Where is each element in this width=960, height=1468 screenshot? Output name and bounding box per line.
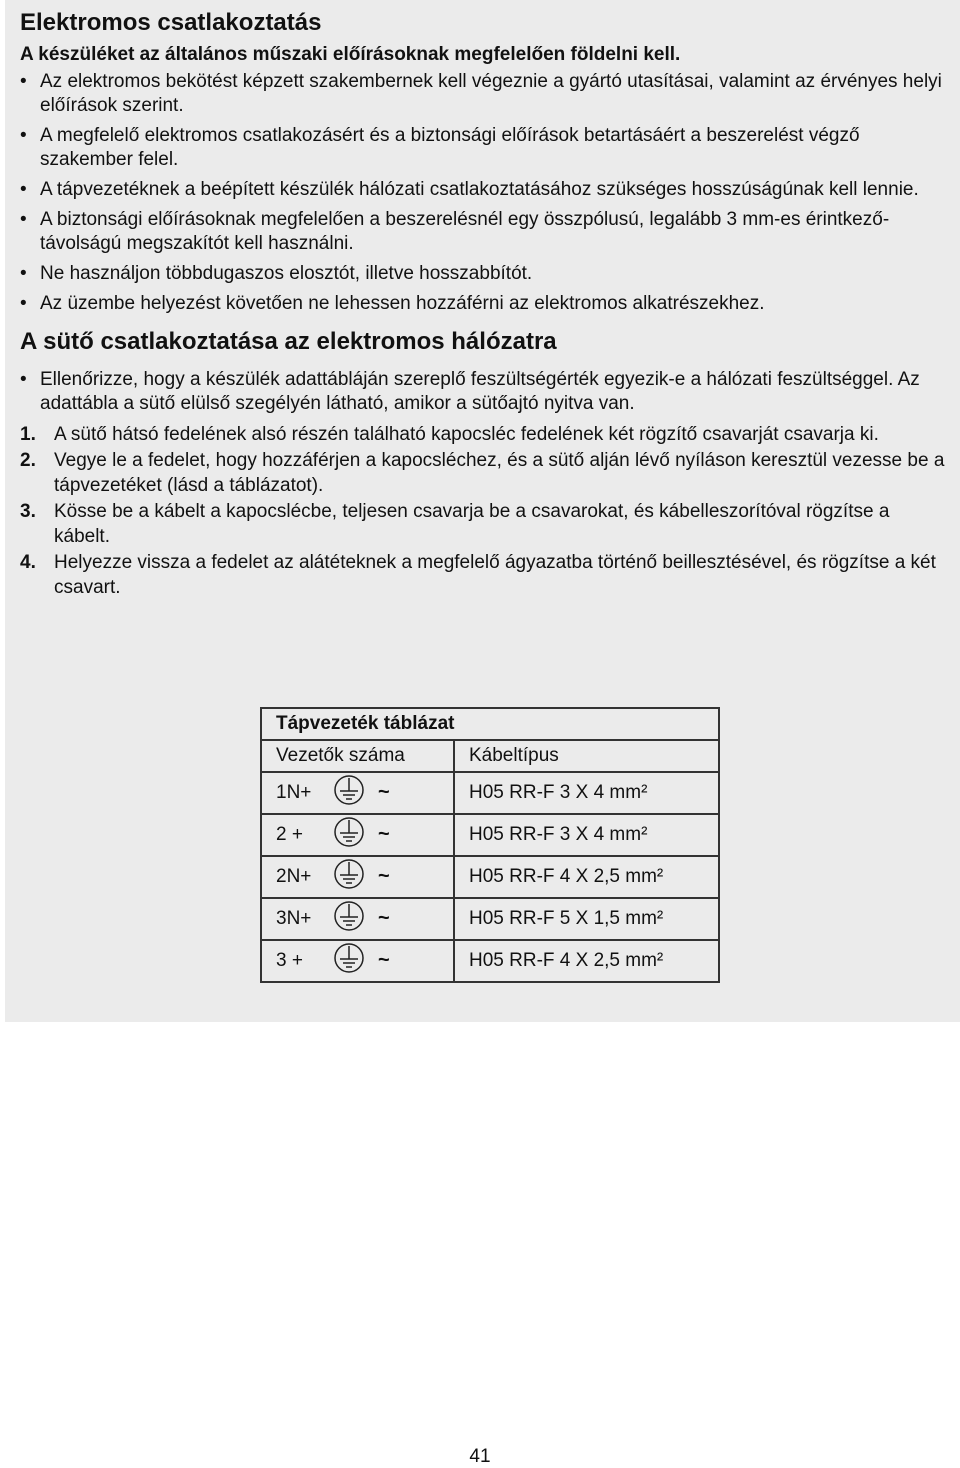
ac-symbol: ~ bbox=[378, 781, 390, 804]
table-title: Tápvezeték táblázat bbox=[261, 708, 719, 740]
ground-icon bbox=[334, 816, 364, 854]
step-item bbox=[20, 499, 945, 549]
cable-table bbox=[260, 707, 720, 983]
conductors-cell bbox=[261, 772, 454, 814]
ac-symbol: ~ bbox=[378, 907, 390, 930]
section-title: A sütő csatlakoztatása az elektromos hálózatra bbox=[20, 328, 557, 355]
list-item: • Az üzembe helyezést követően ne lehessen hozzáférni az elektromos alkatrészekhez. bbox=[20, 292, 945, 316]
conductors-label: 2 + bbox=[276, 824, 303, 846]
conductors-label: 3 + bbox=[276, 950, 303, 972]
conductors-label: 2N+ bbox=[276, 866, 312, 888]
ac-symbol: ~ bbox=[378, 823, 390, 846]
step-number: 2. bbox=[20, 450, 36, 471]
table-row bbox=[261, 898, 719, 940]
conductors-cell bbox=[261, 898, 454, 940]
conductors-label: 3N+ bbox=[276, 908, 312, 930]
grounding-warning: A készüléket az általános műszaki előírásoknak megfelelően földelni kell. bbox=[20, 44, 681, 65]
column-header-cable-type: Kábeltípus bbox=[454, 740, 719, 772]
bullet-list bbox=[20, 70, 945, 316]
list-item: • A megfelelő elektromos csatlakozásért és a biztonsági előírások betartásáért a beszerelést végző szakember felel. bbox=[20, 124, 945, 172]
page-content bbox=[20, 6, 945, 601]
table-header-row bbox=[261, 740, 719, 772]
bullet-list bbox=[20, 368, 945, 416]
table-row bbox=[261, 814, 719, 856]
cable-type-cell: H05 RR-F 3 X 4 mm² bbox=[454, 814, 719, 856]
table-row bbox=[261, 856, 719, 898]
cable-type-cell: H05 RR-F 5 X 1,5 mm² bbox=[454, 898, 719, 940]
table-row bbox=[261, 940, 719, 982]
table-row bbox=[261, 772, 719, 814]
ground-icon bbox=[334, 942, 364, 980]
oven-connection-section bbox=[20, 322, 945, 600]
cable-type-cell: H05 RR-F 4 X 2,5 mm² bbox=[454, 940, 719, 982]
list-item: • A tápvezetéknek a beépített készülék hálózati csatlakoztatásához szükséges hosszúságúnak kell lennie. bbox=[20, 178, 945, 202]
conductors-cell bbox=[261, 814, 454, 856]
step-number: 1. bbox=[20, 424, 36, 445]
step-text: Vegye le a fedelet, hogy hozzáférjen a kapocsléchez, és a sütő alján lévő nyíláson keresztül vezesse be a tápvezetéket (lásd a táblázatot). bbox=[54, 450, 945, 496]
list-item: • Az elektromos bekötést képzett szakembernek kell végeznie a gyártó utasításai, valamint az érvényes helyi előírások szerint. bbox=[20, 70, 945, 118]
column-header-conductors: Vezetők száma bbox=[261, 740, 454, 772]
cable-type-cell: H05 RR-F 3 X 4 mm² bbox=[454, 772, 719, 814]
step-number: 4. bbox=[20, 552, 36, 573]
step-text: Kösse be a kábelt a kapocslécbe, teljesen csavarja be a csavarokat, és kábelleszorítóval rögzítse a kábelt. bbox=[54, 501, 890, 547]
list-item: • Ellenőrizze, hogy a készülék adattábláján szereplő feszültségérték egyezik-e a hálózati feszültséggel. Az adattábla a sütő elülső szegélyén látható, amikor a sütőajtó nyitva van. bbox=[20, 368, 945, 416]
electrical-connection-section bbox=[20, 6, 945, 316]
list-item: • Ne használjon többdugaszos elosztót, illetve hosszabbítót. bbox=[20, 262, 945, 286]
step-item bbox=[20, 422, 945, 447]
conductors-label: 1N+ bbox=[276, 782, 312, 804]
page-number: 41 bbox=[469, 1446, 491, 1467]
table-title-row bbox=[261, 708, 719, 740]
step-text: A sütő hátsó fedelének alsó részén található kapocsléc fedelének két rögzítő csavarját csavarja ki. bbox=[54, 424, 879, 445]
list-item: • A biztonsági előírásoknak megfelelően a beszerelésnél egy összpólusú, legalább 3 mm-es érintkező-távolságú megszakítót kell használni. bbox=[20, 208, 945, 256]
step-item bbox=[20, 448, 945, 498]
conductors-cell bbox=[261, 940, 454, 982]
steps-list bbox=[20, 422, 945, 600]
cable-type-cell: H05 RR-F 4 X 2,5 mm² bbox=[454, 856, 719, 898]
ac-symbol: ~ bbox=[378, 949, 390, 972]
step-item bbox=[20, 550, 945, 600]
ac-symbol: ~ bbox=[378, 865, 390, 888]
step-number: 3. bbox=[20, 501, 36, 522]
ground-icon bbox=[334, 774, 364, 812]
step-text: Helyezze vissza a fedelet az alátéteknek a megfelelő ágyazatba történő beillesztésével, és rögzítse a két csavart. bbox=[54, 552, 936, 598]
ground-icon bbox=[334, 900, 364, 938]
conductors-cell bbox=[261, 856, 454, 898]
section-title: Elektromos csatlakoztatás bbox=[20, 9, 322, 36]
ground-icon bbox=[334, 858, 364, 896]
